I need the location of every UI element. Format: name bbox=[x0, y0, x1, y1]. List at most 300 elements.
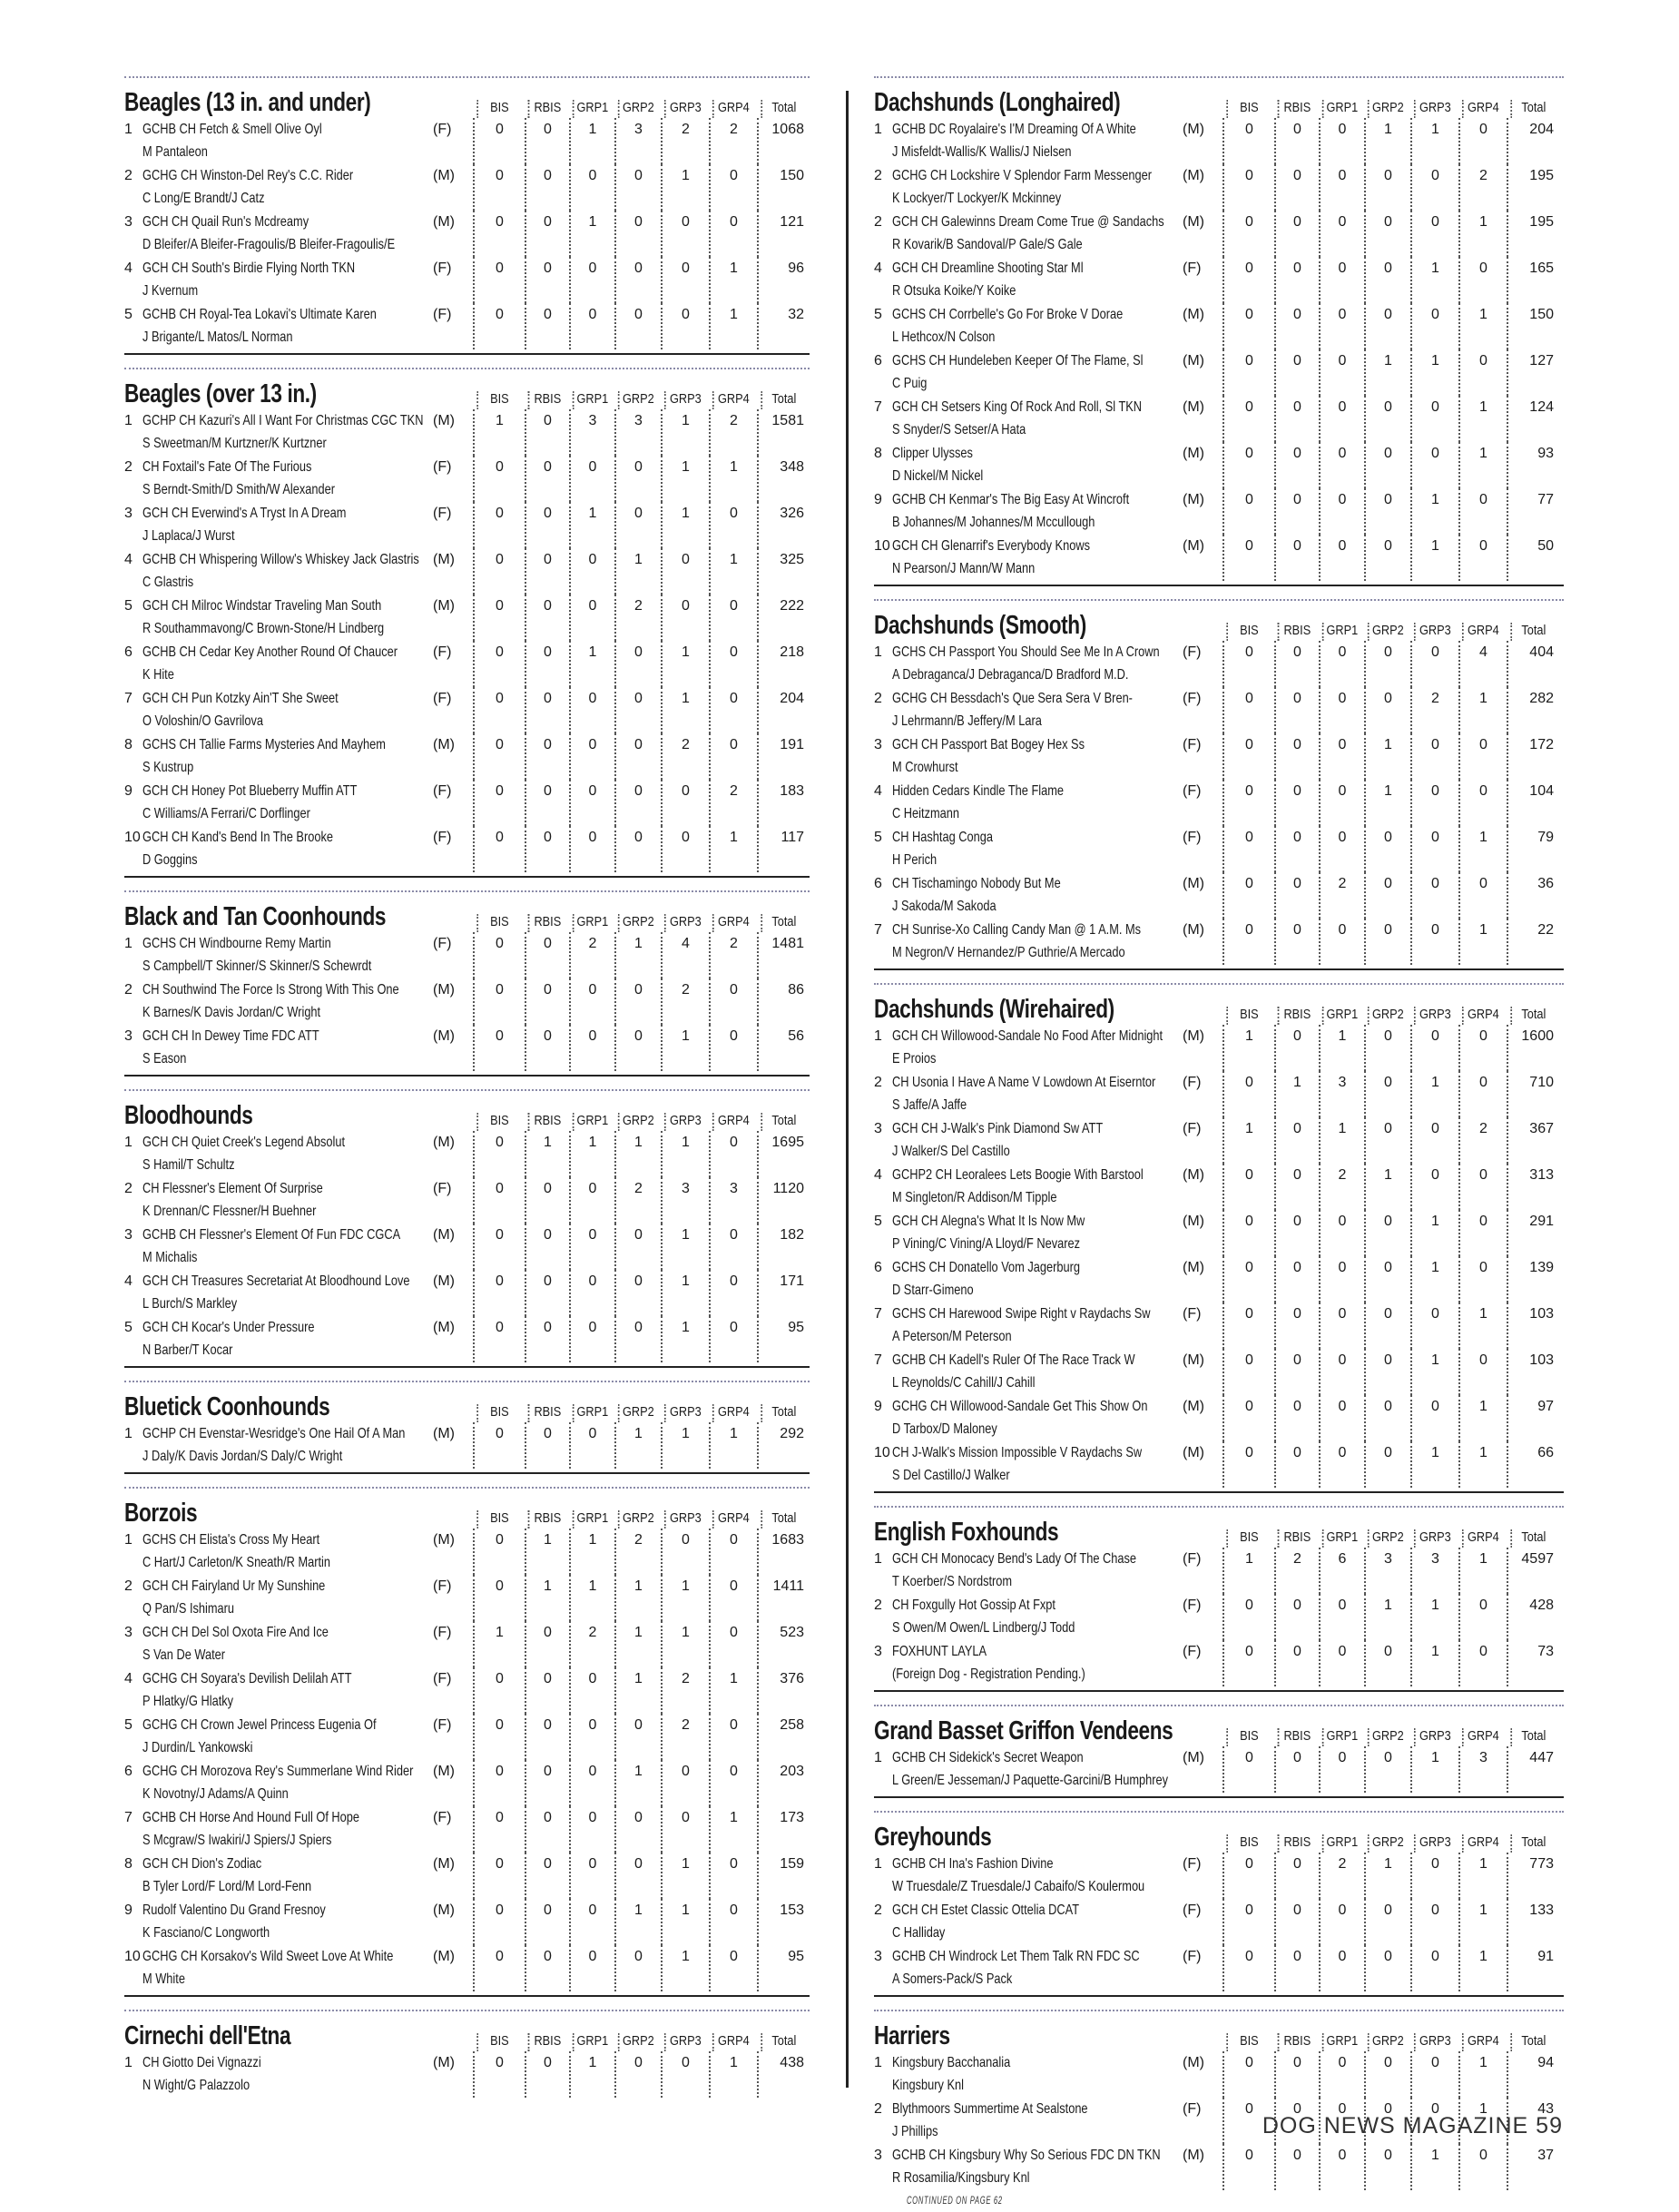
rank-number: 2 bbox=[124, 1578, 133, 1594]
dog-info bbox=[874, 1853, 1183, 1898]
column-header-total: Total bbox=[761, 100, 805, 118]
stat-grp2: 2 bbox=[614, 595, 661, 641]
sex-marker: (M) bbox=[1183, 1445, 1204, 1460]
stat-grp3: 0 bbox=[661, 257, 709, 303]
dog-text bbox=[142, 1422, 433, 1468]
stat-grp1: 0 bbox=[1319, 164, 1364, 211]
dog-name: GCH CH Estet Classic Ottelia DCAT bbox=[892, 1902, 1080, 1918]
stat-rbis: 0 bbox=[1274, 211, 1319, 257]
sex-marker: (M) bbox=[433, 552, 455, 567]
dog-name: Hidden Cedars Kindle The Flame bbox=[892, 783, 1065, 799]
dog-info bbox=[124, 1760, 433, 1805]
stat-bis: 0 bbox=[1222, 396, 1274, 442]
left-column bbox=[124, 76, 810, 2114]
stat-grp1: 0 bbox=[1319, 1746, 1364, 1793]
stat-bis: 0 bbox=[1222, 2144, 1274, 2190]
dog-name: GCHB CH Kadell's Ruler Of The Race Track W bbox=[892, 1352, 1135, 1368]
stat-grp3: 1 bbox=[661, 1224, 709, 1270]
stat-bis: 0 bbox=[473, 1806, 525, 1853]
rank-number: 9 bbox=[124, 1902, 133, 1918]
stat-grp3: 0 bbox=[1410, 1117, 1458, 1164]
dog-text bbox=[142, 780, 433, 825]
table-row bbox=[124, 118, 810, 164]
stat-grp2: 0 bbox=[1364, 211, 1410, 257]
stat-grp4: 4 bbox=[1458, 641, 1507, 687]
dog-text bbox=[892, 733, 1183, 779]
stat-bis: 1 bbox=[1222, 1117, 1274, 1164]
stat-rbis: 0 bbox=[525, 1714, 569, 1760]
dog-text bbox=[142, 1806, 433, 1852]
dog-owners: D Tarbox/D Maloney bbox=[892, 1421, 997, 1437]
breed-section bbox=[124, 368, 810, 878]
dog-name: GCH CH Setsers King Of Rock And Roll, Sl TKN bbox=[892, 399, 1143, 415]
stat-total: 127 bbox=[1507, 349, 1559, 396]
dog-owners: J Walker/S Del Castillo bbox=[892, 1144, 1010, 1159]
column-divider bbox=[846, 91, 849, 2088]
rank-number: 1 bbox=[124, 1135, 133, 1150]
sex-marker: (M) bbox=[433, 1227, 455, 1243]
stat-grp3: 0 bbox=[1410, 211, 1458, 257]
column-header-grp1: GRP1 bbox=[1322, 1529, 1361, 1548]
stat-grp4: 0 bbox=[1458, 2144, 1507, 2190]
dog-info bbox=[874, 1071, 1183, 1116]
stat-bis: 0 bbox=[1222, 211, 1274, 257]
stat-bis: 1 bbox=[1222, 1025, 1274, 1071]
dog-owners: S Berndt-Smith/D Smith/W Alexander bbox=[142, 482, 335, 497]
dog-text bbox=[142, 641, 433, 686]
stat-grp4: 1 bbox=[1458, 396, 1507, 442]
stat-grp2: 0 bbox=[614, 1714, 661, 1760]
sex-marker: (M) bbox=[433, 1426, 455, 1441]
rank-number: 1 bbox=[124, 1532, 133, 1548]
stat-bis: 0 bbox=[1222, 164, 1274, 211]
stat-rbis: 0 bbox=[1274, 2051, 1319, 2098]
table-row bbox=[124, 1131, 810, 1177]
column-header-grp4: GRP4 bbox=[1462, 1728, 1503, 1746]
breed-section bbox=[124, 76, 810, 355]
stat-grp3: 0 bbox=[1410, 733, 1458, 780]
table-row bbox=[874, 1164, 1564, 1210]
column-header-rbis: RBIS bbox=[528, 1510, 566, 1529]
dog-name: CH Flessner's Element Of Surprise bbox=[142, 1181, 323, 1196]
stat-rbis: 0 bbox=[525, 1025, 569, 1071]
sex-marker: (M) bbox=[1183, 1028, 1204, 1044]
stat-total: 292 bbox=[757, 1422, 810, 1469]
stat-grp1: 1 bbox=[569, 1529, 614, 1575]
stat-grp3: 0 bbox=[1410, 872, 1458, 919]
breed-section bbox=[124, 1089, 810, 1368]
dog-name: GCHB CH Ina's Fashion Divine bbox=[892, 1856, 1054, 1872]
stat-grp3: 1 bbox=[1410, 118, 1458, 164]
dog-name: CH Tischamingo Nobody But Me bbox=[892, 876, 1061, 891]
column-header-rbis: RBIS bbox=[1278, 100, 1316, 118]
stat-bis: 0 bbox=[473, 1422, 525, 1469]
stat-grp4: 1 bbox=[709, 548, 757, 595]
table-row bbox=[874, 488, 1564, 535]
dog-info bbox=[874, 2098, 1183, 2143]
rank-number: 1 bbox=[874, 1856, 882, 1872]
stat-grp4: 2 bbox=[709, 118, 757, 164]
stat-rbis: 0 bbox=[525, 595, 569, 641]
column-header-grp1: GRP1 bbox=[573, 100, 612, 118]
stat-rbis: 0 bbox=[525, 456, 569, 502]
stat-grp2: 3 bbox=[614, 118, 661, 164]
table-row bbox=[124, 257, 810, 303]
dog-owners: S Campbell/T Skinner/S Skinner/S Schewrdt bbox=[142, 959, 372, 974]
dog-info bbox=[874, 303, 1183, 349]
stat-total: 97 bbox=[1507, 1395, 1559, 1441]
stat-grp4: 0 bbox=[709, 1316, 757, 1362]
table-row bbox=[124, 595, 810, 641]
dog-owners: K Lockyer/T Lockyer/K Mckinney bbox=[892, 191, 1062, 206]
stat-bis: 0 bbox=[1222, 1945, 1274, 1991]
stat-grp4: 0 bbox=[1458, 118, 1507, 164]
column-header-grp2: GRP2 bbox=[618, 391, 657, 409]
stat-total: 218 bbox=[757, 641, 810, 687]
stat-grp1: 0 bbox=[1319, 1945, 1364, 1991]
stat-grp3: 0 bbox=[1410, 1164, 1458, 1210]
dog-info bbox=[124, 1575, 433, 1620]
stat-grp2: 1 bbox=[614, 1667, 661, 1714]
stat-grp1: 0 bbox=[1319, 1640, 1364, 1686]
dog-owners: T Koerber/S Nordstrom bbox=[892, 1574, 1013, 1589]
stat-bis: 0 bbox=[473, 978, 525, 1025]
column-header-grp4: GRP4 bbox=[712, 1113, 753, 1131]
dog-owners: C Hart/J Carleton/K Sneath/R Martin bbox=[142, 1555, 331, 1570]
rank-number: 1 bbox=[874, 122, 882, 137]
column-header-grp3: GRP3 bbox=[664, 914, 705, 932]
table-row bbox=[874, 442, 1564, 488]
stat-grp2: 2 bbox=[614, 1529, 661, 1575]
table-row bbox=[874, 2144, 1564, 2207]
dog-owners: S Owen/M Owen/L Lindberg/J Todd bbox=[892, 1620, 1075, 1636]
stat-rbis: 0 bbox=[1274, 1441, 1319, 1488]
rank-number: 2 bbox=[874, 691, 882, 706]
rank-number: 4 bbox=[874, 1167, 882, 1183]
stat-grp4: 0 bbox=[1458, 872, 1507, 919]
stat-total: 1068 bbox=[757, 118, 810, 164]
dog-text bbox=[892, 919, 1183, 964]
rank-number: 5 bbox=[124, 1717, 133, 1733]
stat-grp1: 0 bbox=[569, 1714, 614, 1760]
dog-name: GCH CH Pun Kotzky Ain'T She Sweet bbox=[142, 691, 339, 706]
dog-name: GCHS CH Donatello Vom Jagerburg bbox=[892, 1260, 1081, 1275]
stat-grp4: 1 bbox=[1458, 1945, 1507, 1991]
sex-marker: (F) bbox=[433, 1625, 452, 1640]
stat-rbis: 0 bbox=[525, 1667, 569, 1714]
stat-grp1: 0 bbox=[569, 164, 614, 211]
stat-bis: 0 bbox=[473, 1853, 525, 1899]
table-row bbox=[874, 2051, 1564, 2098]
table-row bbox=[874, 1117, 1564, 1164]
column-header-grp4: GRP4 bbox=[712, 914, 753, 932]
stat-bis: 0 bbox=[1222, 535, 1274, 581]
stat-bis: 0 bbox=[473, 1945, 525, 1991]
stat-grp3: 1 bbox=[661, 1025, 709, 1071]
stat-grp2: 0 bbox=[1364, 535, 1410, 581]
stat-bis: 0 bbox=[473, 1575, 525, 1621]
column-header-grp1: GRP1 bbox=[1322, 1728, 1361, 1746]
stat-grp3: 1 bbox=[661, 1945, 709, 1991]
table-row bbox=[124, 978, 810, 1025]
dog-name: GCHB CH Cedar Key Another Round Of Chaucer bbox=[142, 644, 398, 660]
stat-grp3: 0 bbox=[661, 2051, 709, 2098]
sex-marker: (F) bbox=[1183, 261, 1202, 276]
column-header-grp1: GRP1 bbox=[573, 1113, 612, 1131]
rank-number: 5 bbox=[874, 830, 882, 845]
stat-total: 43 bbox=[1507, 2098, 1559, 2144]
dog-info bbox=[124, 595, 433, 640]
stat-grp3: 1 bbox=[1410, 1594, 1458, 1640]
dog-owners: S Eason bbox=[142, 1051, 187, 1067]
column-header-grp3: GRP3 bbox=[664, 1113, 705, 1131]
table-row bbox=[874, 535, 1564, 581]
column-header-grp2: GRP2 bbox=[618, 1510, 657, 1529]
stat-bis: 0 bbox=[473, 1760, 525, 1806]
stat-grp2: 0 bbox=[614, 303, 661, 349]
dog-owners: B Johannes/M Johannes/M Mccullough bbox=[892, 515, 1095, 530]
dog-owners: H Perich bbox=[892, 852, 938, 868]
stat-grp1: 0 bbox=[569, 595, 614, 641]
dog-owners: M Michalis bbox=[142, 1250, 198, 1265]
dog-name: GCHG CH Korsakov's Wild Sweet Love At White bbox=[142, 1949, 394, 1964]
stat-grp1: 0 bbox=[569, 1760, 614, 1806]
dog-text bbox=[892, 349, 1183, 395]
dog-name: GCH CH Willowood-Sandale No Food After Midnight bbox=[892, 1028, 1164, 1044]
column-header-bis: BIS bbox=[1226, 1529, 1270, 1548]
stat-bis: 0 bbox=[473, 1667, 525, 1714]
dog-info bbox=[124, 978, 433, 1024]
dog-owners: K Novotny/J Adams/A Quinn bbox=[142, 1786, 289, 1802]
stat-rbis: 0 bbox=[1274, 303, 1319, 349]
stat-total: 95 bbox=[757, 1316, 810, 1362]
stat-grp4: 1 bbox=[1458, 1395, 1507, 1441]
sex-marker: (M) bbox=[433, 1028, 455, 1044]
column-header-bis: BIS bbox=[476, 100, 520, 118]
rank-number: 4 bbox=[124, 552, 133, 567]
stat-grp2: 0 bbox=[614, 826, 661, 872]
dog-text bbox=[142, 2051, 433, 2097]
stat-total: 1411 bbox=[757, 1575, 810, 1621]
stat-total: 103 bbox=[1507, 1303, 1559, 1349]
stat-total: 172 bbox=[1507, 733, 1559, 780]
dog-owners: J Daly/K Davis Jordan/S Daly/C Wright bbox=[142, 1449, 343, 1464]
stat-grp2: 0 bbox=[614, 1853, 661, 1899]
sex-marker: (M) bbox=[433, 1902, 455, 1918]
rank-number: 3 bbox=[874, 1121, 882, 1136]
table-row bbox=[124, 1667, 810, 1714]
section-title: Dachshunds (Wirehaired) bbox=[874, 995, 1114, 1024]
dog-text bbox=[892, 211, 1183, 256]
column-header-bis: BIS bbox=[476, 1404, 520, 1422]
stat-grp1: 1 bbox=[569, 2051, 614, 2098]
dog-info bbox=[874, 396, 1183, 441]
stat-grp4: 1 bbox=[1458, 2098, 1507, 2144]
dog-name: CH Hashtag Conga bbox=[892, 830, 993, 845]
stat-bis: 1 bbox=[473, 1621, 525, 1667]
stat-grp4: 1 bbox=[1458, 919, 1507, 965]
stat-grp1: 0 bbox=[569, 1945, 614, 1991]
stat-grp2: 1 bbox=[614, 1760, 661, 1806]
rank-number: 4 bbox=[124, 1671, 133, 1686]
column-header-rbis: RBIS bbox=[528, 391, 566, 409]
dog-name: GCHS CH Elista's Cross My Heart bbox=[142, 1532, 320, 1548]
column-header-grp2: GRP2 bbox=[1368, 1834, 1407, 1853]
stat-bis: 0 bbox=[1222, 1164, 1274, 1210]
rank-number: 1 bbox=[874, 2055, 882, 2070]
stat-grp1: 2 bbox=[1319, 872, 1364, 919]
column-header-rbis: RBIS bbox=[528, 1113, 566, 1131]
column-header-total: Total bbox=[1510, 100, 1555, 118]
stat-rbis: 0 bbox=[1274, 2098, 1319, 2144]
sex-marker: (M) bbox=[433, 982, 455, 998]
dog-owners: S Del Castillo/J Walker bbox=[892, 1468, 1010, 1483]
stat-grp1: 0 bbox=[569, 1224, 614, 1270]
column-header-grp3: GRP3 bbox=[664, 1510, 705, 1529]
stat-total: 159 bbox=[757, 1853, 810, 1899]
sex-marker: (F) bbox=[1183, 1856, 1202, 1872]
stat-total: 183 bbox=[757, 780, 810, 826]
stat-grp4: 1 bbox=[1458, 303, 1507, 349]
sex-marker: (F) bbox=[1183, 644, 1202, 660]
dog-name: GCHP2 CH Leoralees Lets Boogie With Barstool bbox=[892, 1167, 1144, 1183]
dog-text bbox=[892, 780, 1183, 825]
stat-bis: 0 bbox=[473, 687, 525, 733]
table-row bbox=[874, 919, 1564, 965]
dog-text bbox=[142, 1131, 433, 1176]
column-header-rbis: RBIS bbox=[1278, 1529, 1316, 1548]
stat-rbis: 0 bbox=[1274, 1117, 1319, 1164]
dog-text bbox=[142, 1575, 433, 1620]
column-header-grp3: GRP3 bbox=[664, 1404, 705, 1422]
stat-grp2: 0 bbox=[1364, 2098, 1410, 2144]
stat-total: 1683 bbox=[757, 1529, 810, 1575]
stat-bis: 0 bbox=[1222, 1210, 1274, 1256]
dog-text bbox=[892, 257, 1183, 302]
stat-bis: 0 bbox=[473, 211, 525, 257]
stat-grp1: 0 bbox=[569, 1177, 614, 1224]
stat-grp2: 0 bbox=[1364, 1210, 1410, 1256]
dog-name: GCH CH Fairyland Ur My Sunshine bbox=[142, 1578, 326, 1594]
column-header-bis: BIS bbox=[1226, 1834, 1270, 1853]
stat-grp4: 0 bbox=[709, 1131, 757, 1177]
table-row bbox=[124, 1853, 810, 1899]
stat-grp2: 0 bbox=[1364, 1945, 1410, 1991]
dog-info bbox=[874, 1395, 1183, 1440]
stat-grp2: 0 bbox=[1364, 1303, 1410, 1349]
rank-number: 7 bbox=[874, 1306, 882, 1322]
stat-grp4: 0 bbox=[1458, 257, 1507, 303]
sex-marker: (M) bbox=[1183, 2148, 1204, 2163]
stat-grp2: 0 bbox=[1364, 826, 1410, 872]
dog-owners: N Wight/G Palazzolo bbox=[142, 2078, 250, 2093]
stat-grp1: 1 bbox=[1319, 1117, 1364, 1164]
dog-name: GCHP CH Evenstar-Wesridge's One Hail Of A Man bbox=[142, 1426, 406, 1441]
stat-grp3: 1 bbox=[661, 641, 709, 687]
dog-name: GCH CH J-Walk's Pink Diamond Sw ATT bbox=[892, 1121, 1104, 1136]
table-row bbox=[124, 932, 810, 978]
dog-owners: C Williams/A Ferrari/C Dorflinger bbox=[142, 806, 310, 821]
right-column bbox=[874, 76, 1564, 2207]
dog-info bbox=[874, 257, 1183, 302]
dog-info bbox=[124, 257, 433, 302]
dog-info bbox=[124, 548, 433, 594]
stat-grp3: 1 bbox=[661, 1621, 709, 1667]
rank-number: 3 bbox=[124, 506, 133, 521]
section-title: Beagles (13 in. and under) bbox=[124, 88, 371, 117]
stat-rbis: 0 bbox=[525, 1621, 569, 1667]
stat-grp4: 0 bbox=[1458, 733, 1507, 780]
stat-bis: 0 bbox=[1222, 1303, 1274, 1349]
sex-marker: (M) bbox=[1183, 1167, 1204, 1183]
stat-bis: 0 bbox=[1222, 1349, 1274, 1395]
dog-name: CH Sunrise-Xo Calling Candy Man @ 1 A.M. Ms bbox=[892, 922, 1142, 938]
rank-number: 2 bbox=[124, 168, 133, 183]
sex-marker: (M) bbox=[433, 1135, 455, 1150]
table-row bbox=[124, 1714, 810, 1760]
stat-rbis: 0 bbox=[1274, 1899, 1319, 1945]
rank-number: 3 bbox=[874, 737, 882, 752]
stat-total: 121 bbox=[757, 211, 810, 257]
stat-grp2: 1 bbox=[614, 932, 661, 978]
dog-name: CH Usonia I Have A Name V Lowdown At Eiserntor bbox=[892, 1075, 1156, 1090]
dog-info bbox=[124, 1270, 433, 1315]
column-header-total: Total bbox=[761, 391, 805, 409]
dog-info bbox=[124, 1621, 433, 1666]
stat-grp1: 0 bbox=[1319, 733, 1364, 780]
stat-total: 22 bbox=[1507, 919, 1559, 965]
stat-total: 124 bbox=[1507, 396, 1559, 442]
stat-grp3: 1 bbox=[661, 456, 709, 502]
dog-text bbox=[142, 211, 433, 256]
dog-name: GCH CH Quail Run's Mcdreamy bbox=[142, 214, 309, 230]
dog-info bbox=[874, 535, 1183, 580]
dog-name: CH Giotto Dei Vignazzi bbox=[142, 2055, 261, 2070]
stat-grp4: 0 bbox=[709, 641, 757, 687]
breed-section bbox=[124, 890, 810, 1077]
stat-total: 104 bbox=[1507, 780, 1559, 826]
stat-grp2: 0 bbox=[614, 1224, 661, 1270]
rank-number: 9 bbox=[124, 783, 133, 799]
stat-bis: 0 bbox=[1222, 1071, 1274, 1117]
stat-bis: 0 bbox=[473, 641, 525, 687]
stat-grp3: 0 bbox=[1410, 1899, 1458, 1945]
stat-grp2: 1 bbox=[614, 1899, 661, 1945]
dog-info bbox=[124, 687, 433, 732]
dog-text bbox=[142, 1529, 433, 1574]
dog-owners: S Hamil/T Schultz bbox=[142, 1157, 235, 1173]
sex-marker: (F) bbox=[1183, 737, 1202, 752]
stat-rbis: 0 bbox=[1274, 396, 1319, 442]
column-header-rbis: RBIS bbox=[528, 2033, 566, 2051]
stat-grp2: 0 bbox=[614, 733, 661, 780]
stat-grp3: 3 bbox=[661, 1177, 709, 1224]
stat-total: 4597 bbox=[1507, 1548, 1559, 1594]
dog-owners: A Somers-Pack/S Pack bbox=[892, 1971, 1013, 1987]
section-title: Harriers bbox=[874, 2021, 950, 2050]
dog-owners: A Debraganca/J Debraganca/D Bradford M.D. bbox=[892, 667, 1129, 683]
rank-number: 10 bbox=[874, 1445, 890, 1460]
dog-text bbox=[142, 1667, 433, 1713]
dog-text bbox=[892, 826, 1183, 871]
section-header bbox=[874, 2019, 1564, 2051]
table-row bbox=[874, 1945, 1564, 1991]
dog-name: GCH CH Kand's Bend In The Brooke bbox=[142, 830, 333, 845]
rank-number: 1 bbox=[874, 1750, 882, 1765]
rank-number: 3 bbox=[124, 1028, 133, 1044]
dog-info bbox=[124, 502, 433, 547]
stat-rbis: 0 bbox=[1274, 2144, 1319, 2190]
